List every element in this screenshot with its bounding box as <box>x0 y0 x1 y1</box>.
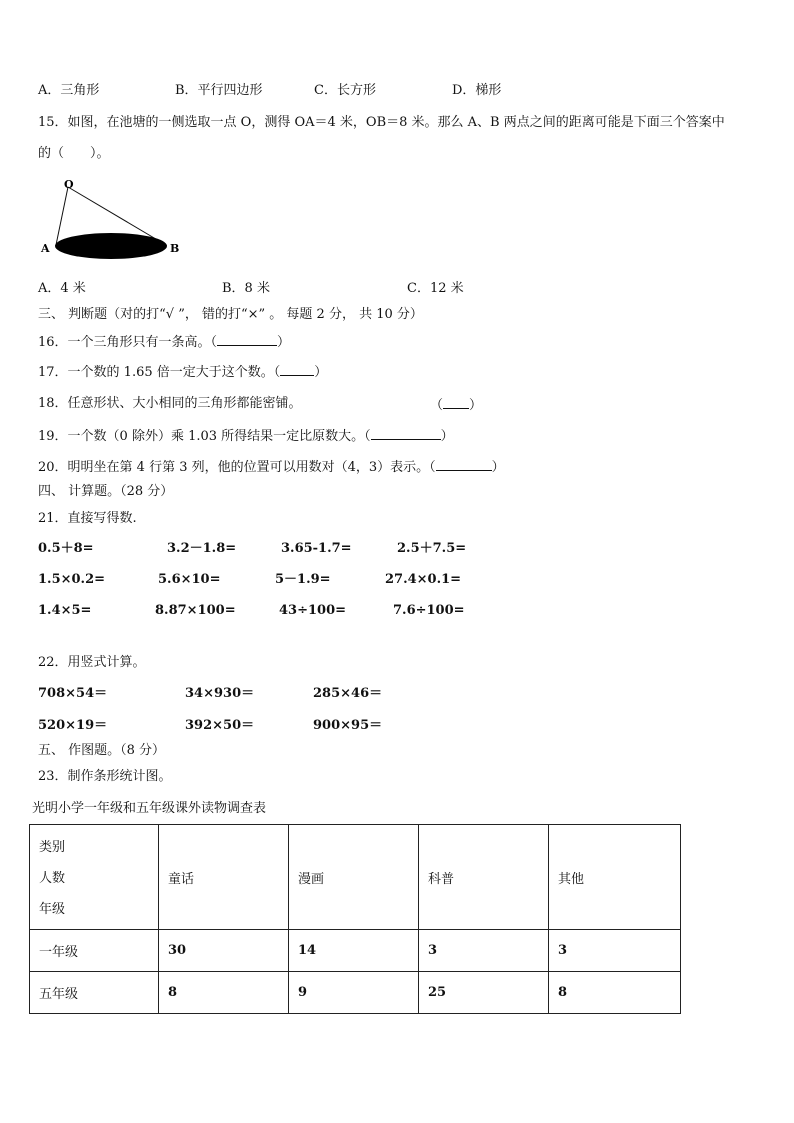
q21-item: 27.4×0.1= <box>385 572 462 587</box>
table-cell: 8 <box>159 972 289 1014</box>
reading-survey-table <box>29 824 681 1014</box>
point-b-label: B <box>170 242 180 255</box>
table-cell: 25 <box>419 972 549 1014</box>
q16-answer-blank[interactable] <box>217 332 277 346</box>
q20-text: 20．明明坐在第 4 行第 3 列，他的位置可以用数对（4，3）表示。（ <box>38 460 436 475</box>
point-o-label: O <box>64 178 74 191</box>
q15-option-c: C．12 米 <box>407 281 464 296</box>
q16-close: ） <box>277 335 291 350</box>
table-cell: 30 <box>159 930 289 972</box>
section5-title: 五、 作图题。（8 分） <box>38 743 166 758</box>
q21-item: 1.4×5= <box>38 603 92 618</box>
q14-option-a: A．三角形 <box>38 83 100 98</box>
q15-question-line1: 15．如图，在池塘的一侧选取一点 O，测得 OA＝4 米，OB＝8 米。那么 A、B 两点之间的距离可能是下面三个答案中 <box>38 115 725 130</box>
q23-title: 23．制作条形统计图。 <box>38 769 172 784</box>
q17-answer-blank[interactable] <box>280 362 314 376</box>
header-label-category: 类别 <box>39 839 66 855</box>
q22-item: 520×19＝ <box>38 718 108 733</box>
table-cell: 9 <box>289 972 419 1014</box>
q20-close: ） <box>491 460 505 475</box>
table-cell: 3 <box>549 930 681 972</box>
table-row <box>30 972 681 1014</box>
q21-item: 3.65-1.7= <box>281 541 352 556</box>
q21-item: 2.5＋7.5= <box>397 541 467 556</box>
q17-text: 17．一个数的 1.65 倍一定大于这个数。（ <box>38 365 281 380</box>
point-a-label: A <box>41 242 50 255</box>
q20-item <box>38 457 505 477</box>
q19-close: ） <box>440 429 454 444</box>
q21-title: 21．直接写得数. <box>38 511 137 526</box>
q22-item: 34×930＝ <box>185 686 255 701</box>
segment-oa <box>56 187 68 245</box>
diagonal-header-cell <box>30 825 159 930</box>
q17-close: ） <box>314 365 328 380</box>
q19-item <box>38 426 454 446</box>
table-cell: 8 <box>549 972 681 1014</box>
q17-item <box>38 362 327 382</box>
q15-option-a: A．4 米 <box>38 281 86 296</box>
q22-item: 900×95＝ <box>313 718 383 733</box>
q21-item: 5－1.9= <box>275 572 331 587</box>
header-label-count: 人数 <box>39 870 66 886</box>
pond-shape <box>55 233 167 259</box>
q15-option-b: B．8 米 <box>222 281 270 296</box>
table-row <box>30 930 681 972</box>
header-category: 其他 <box>549 825 681 930</box>
q21-item: 1.5×0.2= <box>38 572 106 587</box>
q22-item: 392×50＝ <box>185 718 255 733</box>
q19-text: 19．一个数（0 除外）乘 1.03 所得结果一定比原数大。（ <box>38 429 371 444</box>
q21-item: 3.2－1.8= <box>167 541 237 556</box>
section3-title: 三、 判断题（对的打“√ ”， 错的打“×” 。 每题 2 分， 共 10 分） <box>38 307 423 322</box>
q22-title: 22．用竖式计算。 <box>38 655 146 670</box>
header-category: 童话 <box>159 825 289 930</box>
q18-open: （ <box>430 398 444 413</box>
q15-question-line2: 的（ ）。 <box>38 146 110 161</box>
q21-item: 8.87×100= <box>155 603 236 618</box>
q16-text: 16．一个三角形只有一条高。（ <box>38 335 218 350</box>
q14-option-b: B．平行四边形 <box>175 83 263 98</box>
q21-item: 0.5＋8= <box>38 541 94 556</box>
q14-option-c: C．长方形 <box>314 83 376 98</box>
header-category: 漫画 <box>289 825 419 930</box>
q16-item <box>38 332 290 352</box>
q14-option-d: D．梯形 <box>452 83 502 98</box>
table-header-row <box>30 825 681 930</box>
table-title: 光明小学一年级和五年级课外读物调查表 <box>32 801 267 816</box>
q18-answer-blank[interactable] <box>443 395 469 409</box>
q18-answer <box>430 395 482 415</box>
q22-item: 708×54＝ <box>38 686 108 701</box>
header-label-grade: 年级 <box>39 901 66 917</box>
q18-text: 18．任意形状、大小相同的三角形都能密铺。 <box>38 396 302 411</box>
q19-answer-blank[interactable] <box>371 426 441 440</box>
row-grade: 一年级 <box>30 930 159 972</box>
table-cell: 14 <box>289 930 419 972</box>
q21-item: 7.6÷100= <box>393 603 465 618</box>
q22-item: 285×46＝ <box>313 686 383 701</box>
q21-item: 43÷100= <box>279 603 347 618</box>
row-grade: 五年级 <box>30 972 159 1014</box>
q18-close: ） <box>469 398 483 413</box>
header-category: 科普 <box>419 825 549 930</box>
section4-title: 四、 计算题。（28 分） <box>38 484 174 499</box>
q20-answer-blank[interactable] <box>436 457 492 471</box>
pond-figure <box>36 174 186 264</box>
q21-item: 5.6×10= <box>158 572 221 587</box>
table-cell: 3 <box>419 930 549 972</box>
